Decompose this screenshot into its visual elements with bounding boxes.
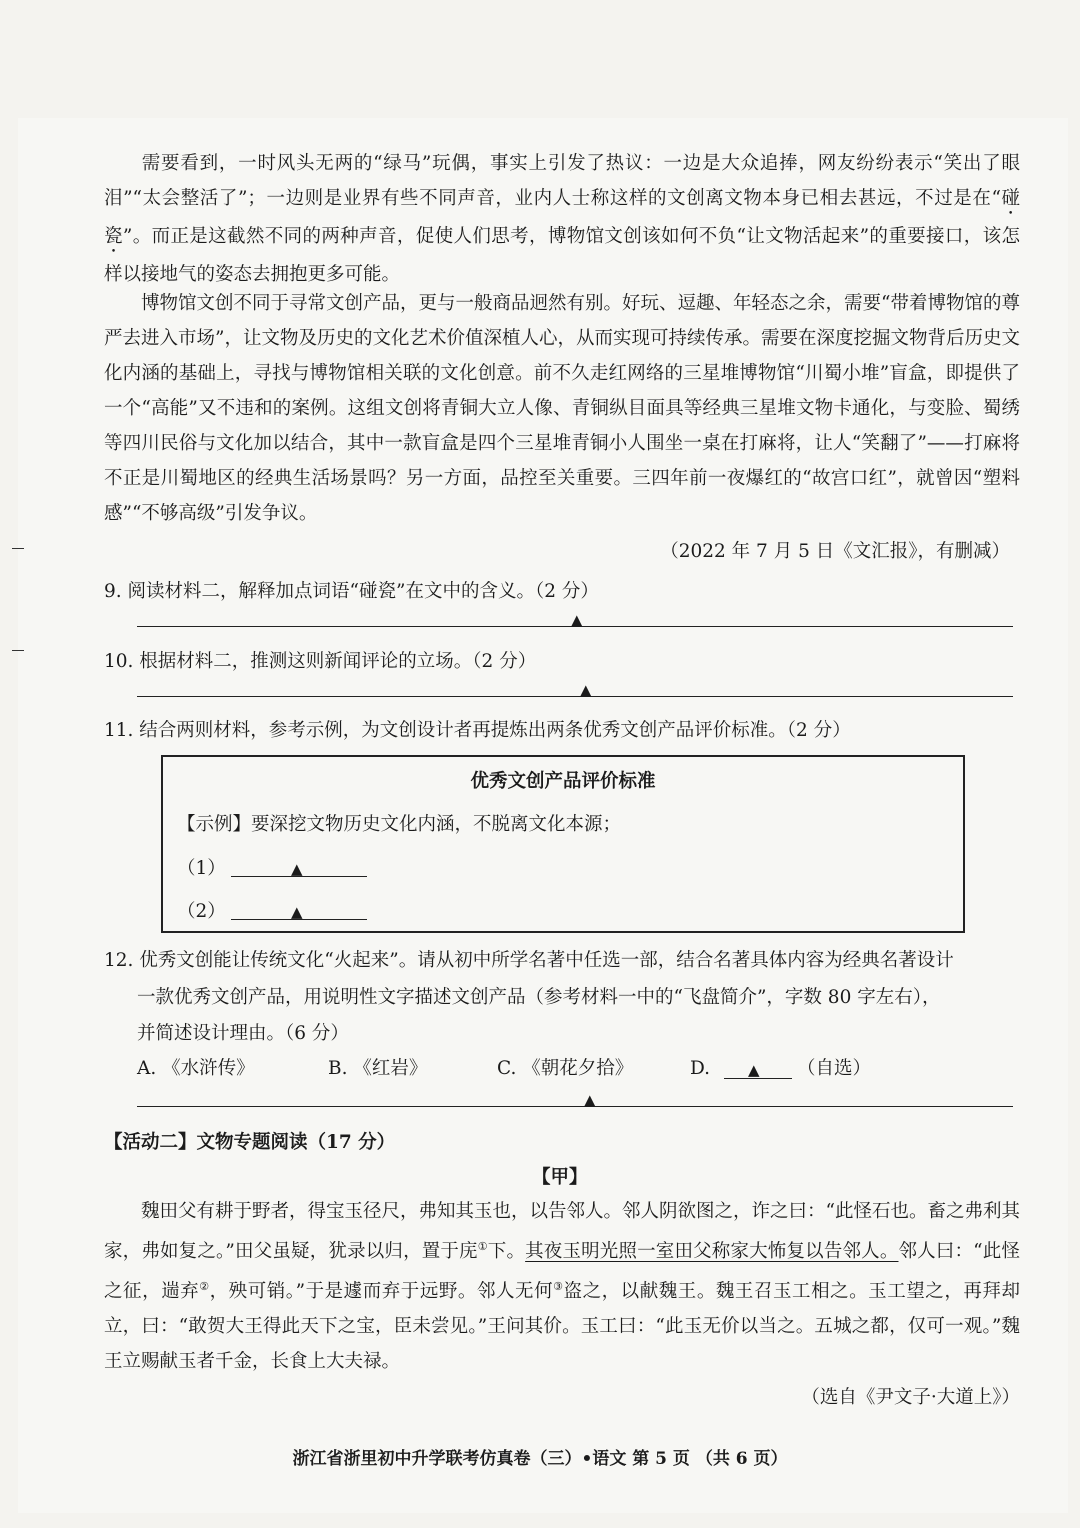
criteria-item-2-label: （2） bbox=[177, 901, 226, 922]
margin-mark bbox=[12, 650, 24, 651]
question-12-line-3: 并简述设计理由。（6 分） bbox=[137, 1023, 349, 1044]
answer-mark: ▲ bbox=[580, 681, 592, 699]
page-footer: 浙江省浙里初中升学联考仿真卷（三）•语文 第 5 页 （共 6 页） bbox=[292, 1449, 788, 1469]
question-12-line-1: 12. 优秀文创能让传统文化“火起来”。请从初中所学名著中任选一部，结合名著具体内容为经典名著设计 bbox=[104, 950, 954, 971]
classical-text: 魏田父有耕于野者，得宝玉径尺，弗知其玉也，以告邻人。邻人阴欲图之，诈之曰：“此怪石也。畜之弗利其家，弗如复之。”田父虽疑，犹录以归，置于庑①下。其夜玉明光照一室田父称家大怖复以告邻人。邻人曰：“此怪之征，遄弃②，殃可销。”于是遽而弃于远野。邻人无何③盗之，以献魏王。魏王召玉工相之。玉工望之，再拜却立，曰：“敢贺大王得此天下之宝，臣未尝见。”王问其价。玉工曰：“此玉无价以当之。五城之都，仅可一观。”魏王立赐献玉者千金，长食上大夫禄。 bbox=[104, 1201, 1020, 1373]
dotted-term: 碰瓷 bbox=[104, 188, 1020, 247]
material-paragraph-1: 需要看到，一时风头无两的“绿马”玩偶，事实上引发了热议：一边是大众追捧，网友纷纷表示“笑出了眼泪”“太会整活了”；一边则是业界有些不同声音，业内人士称这样的文创离文物本身已相去甚远，不过是在“碰瓷”。而正是这截然不同的两种声音，促使人们思考，博物馆文创该如何不负“让文物活起来”的重要接口，该怎样以接地气的姿态去拥抱更多可能。 bbox=[104, 153, 1020, 285]
material-paragraph-2: 博物馆文创不同于寻常文创产品，更与一般商品迥然有别。好玩、逗趣、年轻态之余，需要“带着博物馆的尊严去进入市场”，让文物及历史的文化艺术价值深植人心，从而实现可持续传承。需要在深度挖掘文物背后历史文化内涵的基础上，寻找与博物馆相关联的文化创意。前不久走红网络的三星堆博物馆“川蜀小堆”盲盒，即提供了一个“高能”又不违和的案例。这组文创将青铜大立人像、青铜纵目面具等经典三星堆文物卡通化，与变脸、蜀绣等四川民俗与文化加以结合，其中一款盲盒是四个三星堆青铜小人围坐一桌在打麻将，让人“笑翻了”——打麻将不正是川蜀地区的经典生活场景吗？另一方面，品控至关重要。三四年前一夜爆红的“故宫口红”，就曾因“塑料感”“不够高级”引发争议。 bbox=[104, 293, 1020, 524]
option-a[interactable]: A. 《水浒传》 bbox=[137, 1058, 255, 1079]
option-b[interactable]: B. 《红岩》 bbox=[328, 1058, 428, 1079]
question-9: 9. 阅读材料二，解释加点词语“碰瓷”在文中的含义。（2 分） bbox=[104, 581, 599, 602]
option-d[interactable]: D. bbox=[690, 1058, 711, 1079]
footnote-2: ② bbox=[199, 1280, 210, 1294]
answer-mark: ▲ bbox=[291, 860, 303, 878]
answer-mark: ▲ bbox=[571, 611, 583, 629]
criteria-example: 【示例】要深挖文物历史文化内涵，不脱离文化本源； bbox=[177, 814, 622, 835]
criteria-box bbox=[161, 755, 965, 933]
classical-source: （选自《尹文子·大道上》） bbox=[801, 1387, 1020, 1408]
footnote-3: ③ bbox=[553, 1280, 564, 1294]
margin-mark bbox=[12, 548, 24, 549]
part-label-jia: 【甲】 bbox=[532, 1167, 588, 1188]
answer-mark: ▲ bbox=[291, 903, 303, 921]
criteria-item-1-label: （1） bbox=[177, 858, 226, 879]
criteria-title: 优秀文创产品评价标准 bbox=[470, 771, 656, 792]
activity-two-heading: 【活动二】文物专题阅读（17 分） bbox=[104, 1132, 396, 1153]
question-10: 10. 根据材料二，推测这则新闻评论的立场。（2 分） bbox=[104, 651, 537, 672]
option-c[interactable]: C. 《朝花夕拾》 bbox=[497, 1058, 634, 1079]
answer-mark: ▲ bbox=[748, 1061, 760, 1079]
answer-line-q12[interactable] bbox=[137, 1106, 1013, 1107]
option-d-suffix: （自选） bbox=[797, 1058, 872, 1079]
answer-line-q10[interactable] bbox=[137, 696, 1013, 697]
footnote-1: ① bbox=[477, 1240, 488, 1253]
underlined-sentence: 其夜玉明光照一室田父称家大怖复以告邻人。 bbox=[525, 1241, 899, 1263]
question-12-line-2: 一款优秀文创产品，用说明性文字描述文创产品（参考材料一中的“飞盘简介”，字数 80 字左右）， bbox=[137, 987, 941, 1008]
question-11: 11. 结合两则材料，参考示例，为文创设计者再提炼出两条优秀文创产品评价标准。（2 分） bbox=[104, 720, 851, 741]
material-source: （2022 年 7 月 5 日《文汇报》，有删减） bbox=[660, 541, 1010, 562]
answer-mark: ▲ bbox=[584, 1091, 596, 1109]
